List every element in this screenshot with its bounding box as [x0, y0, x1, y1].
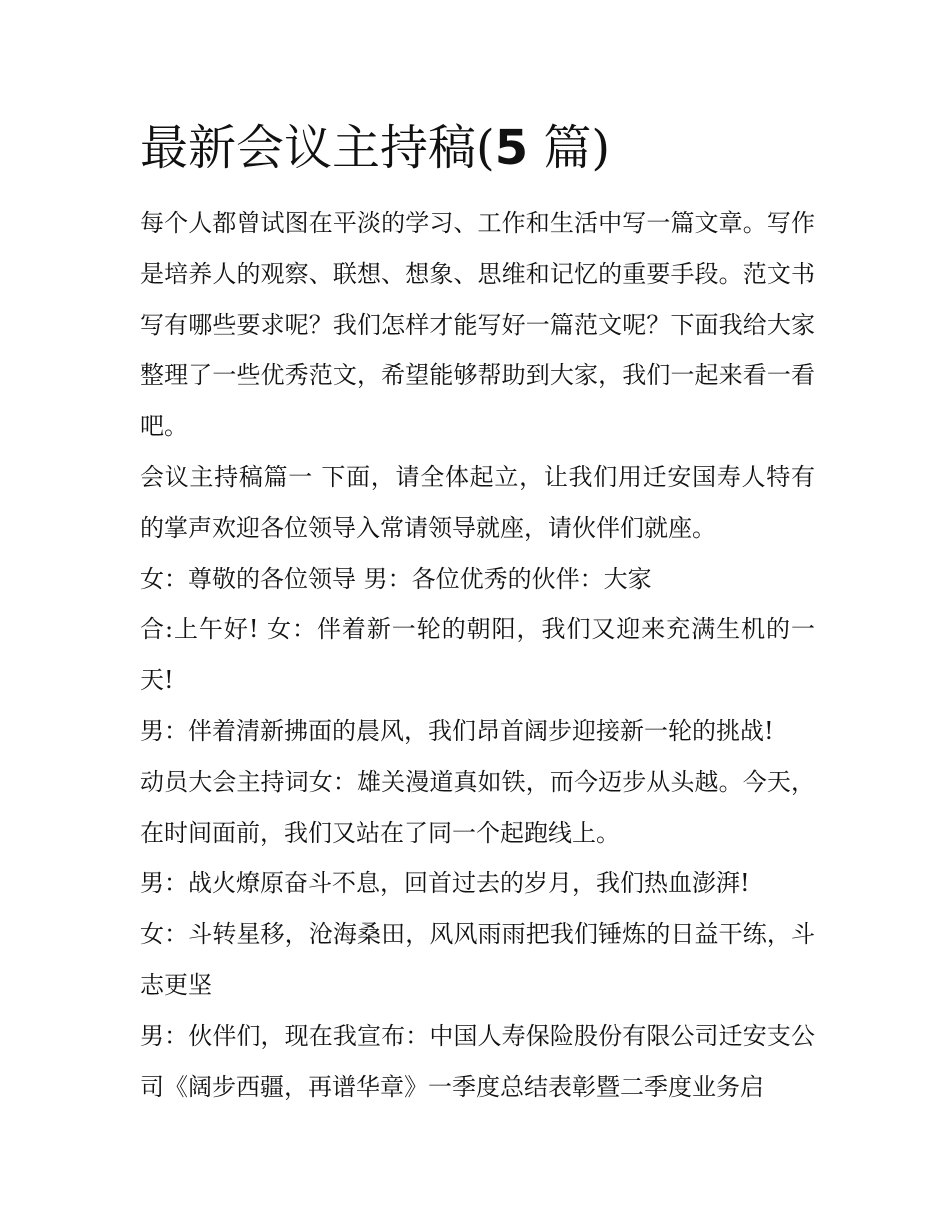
- title-suffix: 篇): [528, 120, 611, 176]
- paragraph-mobilization: 动员大会主持词女：雄关漫道真如铁，而今迈步从头越。今天，在时间面前，我们又站在了同一个起跑线上。: [140, 767, 815, 847]
- paragraph-male-1: 男：伴着清新拂面的晨风，我们昂首阔步迎接新一轮的挑战!: [140, 716, 774, 745]
- document-body: [140, 198, 815, 1112]
- document-title: [140, 118, 610, 178]
- title-prefix: 最新会议主持稿(: [140, 120, 495, 176]
- title-number: 5: [494, 120, 529, 176]
- paragraph-intro: 每个人都曾试图在平淡的学习、工作和生活中写一篇文章。写作是培养人的观察、联想、想象、思维和记忆的重要手段。范文书写有哪些要求呢？我们怎样才能写好一篇范文呢？下面我给大家整理了一些优秀范文，希望能够帮助到大家，我们一起来看一看吧。: [140, 209, 815, 441]
- paragraph-opening: 会议主持稿篇一 下面，请全体起立，让我们用迁安国寿人特有的掌声欢迎各位领导入常请领导就座，请伙伴们就座。: [140, 462, 815, 542]
- paragraph-male-2: 男：战火燎原奋斗不息，回首过去的岁月，我们热血澎湃!: [140, 869, 750, 898]
- paragraph-greeting: 女：尊敬的各位领导 男：各位优秀的伙伴：大家: [140, 564, 652, 593]
- paragraph-female-1: 女：斗转星移，沧海桑田，风风雨雨把我们锤炼的日益干练，斗志更坚: [140, 920, 815, 999]
- paragraph-announcement: 男：伙伴们，现在我宣布：中国人寿保险股份有限公司迁安支公司《阔步西疆，再谱华章》一季度总结表彰暨二季度业务启: [140, 1021, 815, 1101]
- paragraph-good-morning: 合:上午好! 女：伴着新一轮的朝阳，我们又迎来充满生机的一天!: [140, 615, 815, 695]
